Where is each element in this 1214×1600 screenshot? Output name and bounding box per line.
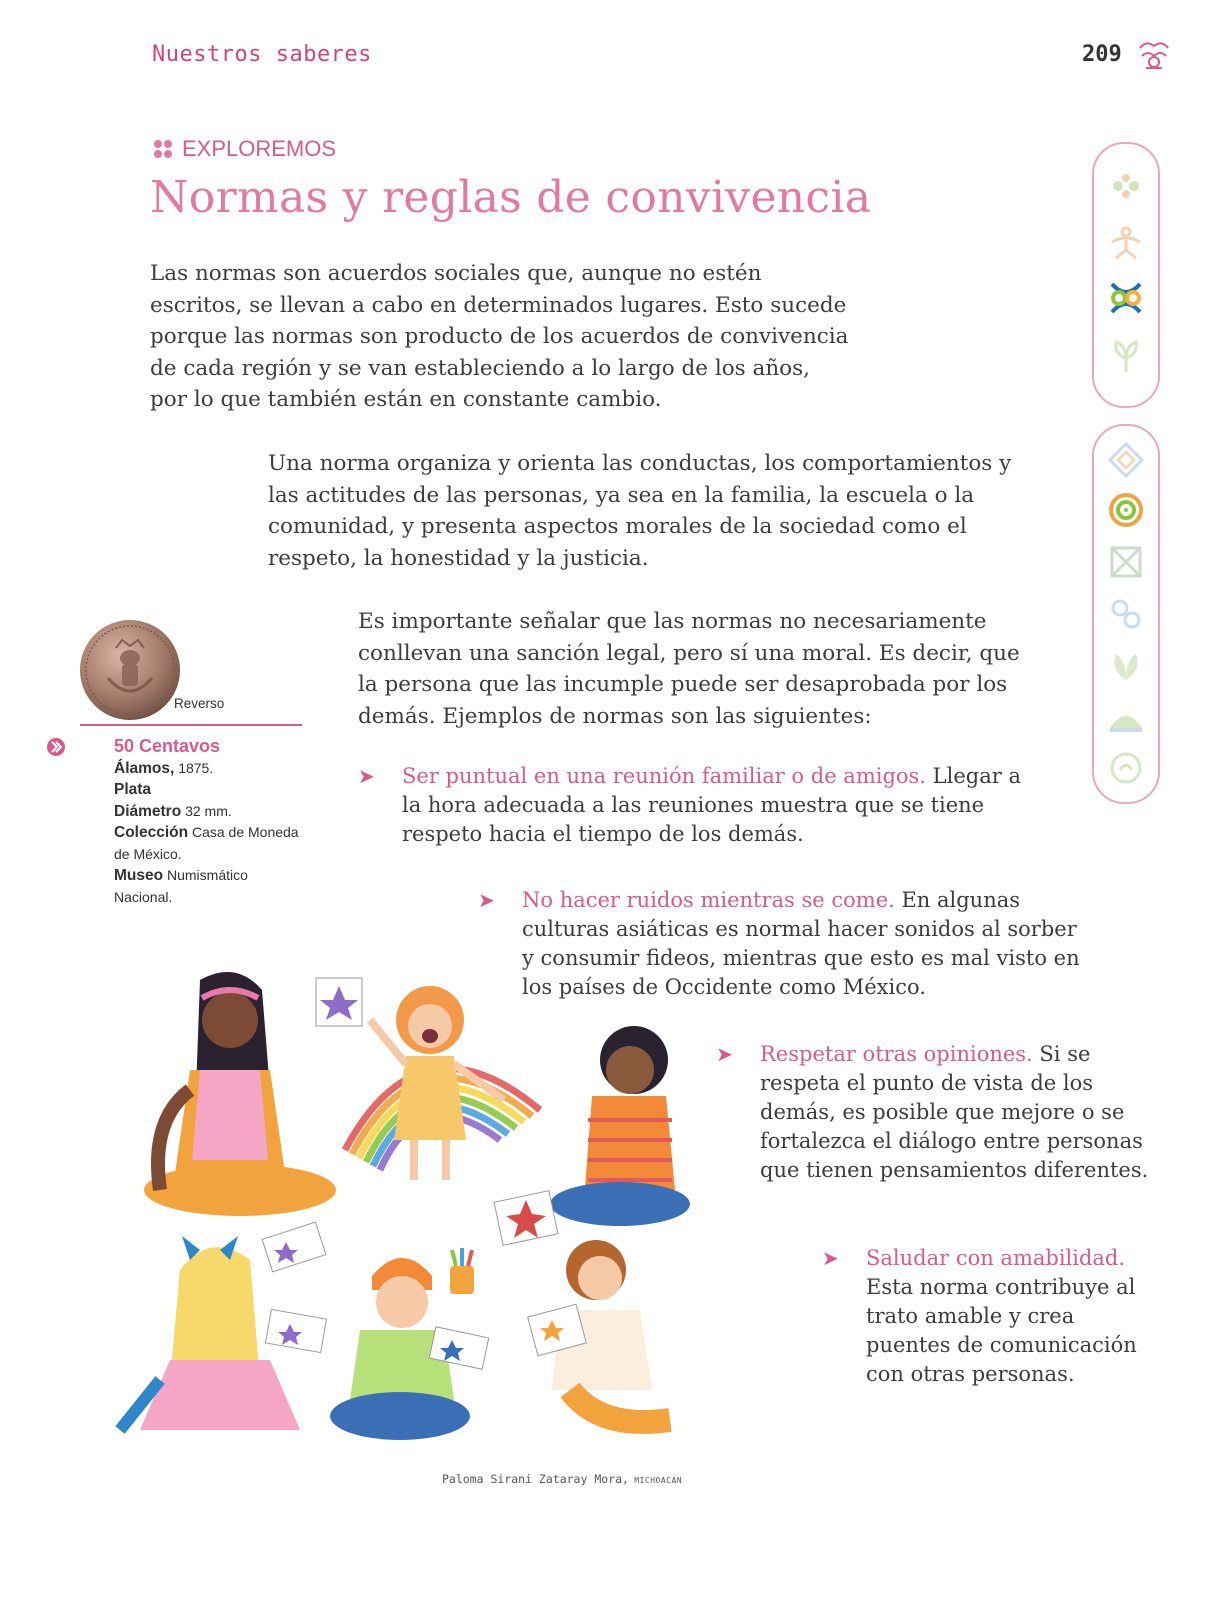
coin-info <box>80 736 300 908</box>
leaf-field-icon <box>1106 646 1146 686</box>
running-head: Nuestros saberes <box>152 42 372 67</box>
section-label <box>150 136 336 162</box>
coin-collection-label: Colección <box>114 824 189 841</box>
sprout-field-icon <box>1106 336 1146 376</box>
coin-place-value: 1875. <box>174 759 214 776</box>
norm-lead: Saludar con amabilidad. <box>866 1246 1126 1270</box>
coin-diameter <box>80 801 300 823</box>
sitting-girl-left-figure <box>144 972 336 1216</box>
coin-material-label: Plata <box>114 781 152 798</box>
coin-diameter-label: Diámetro <box>114 802 182 820</box>
norm-text: Llegar a la hora adecuada a las reuniones muestra que se tiene respeto hacia el tiempo de los demás. <box>402 764 1021 846</box>
norm-lead: No hacer ruidos mientras se come. <box>522 888 895 912</box>
spiral-field-icon <box>1106 490 1146 530</box>
illustration-credit <box>442 1472 682 1486</box>
coin-place <box>80 758 300 780</box>
intro-paragraph: Las normas son acuerdos sociales que, aunque no estén escritos, se llevan a cabo en determinados lugares. Esto sucede porque las normas son producto de los acuerdos de convivencia de cada región y se van estableciendo a lo largo de los años, por lo que también están en constante cambio. <box>150 261 849 412</box>
box-field-icon <box>1106 542 1146 582</box>
flower-field-icon <box>1106 166 1146 206</box>
coin-museum-label: Museo <box>114 867 164 884</box>
coin-place-label: Álamos, <box>114 759 175 777</box>
bullet-arrow-icon: ➤ <box>358 764 375 788</box>
dancer-field-icon <box>1106 222 1146 262</box>
norm-text: En algunas culturas asiáticas es normal hacer sonidos al sorber y consumir fideos, mientras que esto es mal visto en los países de Occidente como México. <box>522 888 1080 999</box>
coin-museum-value: Numismático Nacional. <box>114 867 248 905</box>
coin-collection <box>80 822 300 865</box>
coin-name-text: 50 Centavos <box>114 736 221 756</box>
coin-material <box>80 779 300 801</box>
norm-text: Si se respeta el punto de vista de los demás, es posible que mejore o se fortalezca el diálogo entre personas que tienen pensamientos diferentes. <box>760 1042 1149 1182</box>
field-ribbon-bottom <box>1092 424 1160 804</box>
page-title: Normas y reglas de convivencia <box>150 172 872 223</box>
examples-intro-paragraph: Es importante señalar que las normas no necesariamente conllevan una sanción legal, pero sí una moral. Es decir, que la persona que las incumple puede ser desaprobada por los demás. Ejemplos de normas son las siguientes: <box>358 609 1020 729</box>
diamond-field-icon <box>1106 440 1146 480</box>
page-number: 209 <box>1082 42 1122 67</box>
norm-lead: Respetar otras opiniones. <box>760 1042 1033 1066</box>
standing-girl-figure <box>316 978 504 1180</box>
coin-name <box>80 736 300 758</box>
credit-author: Paloma Sirani Zataray Mora, <box>442 1472 629 1486</box>
field-ribbon-top <box>1092 142 1160 408</box>
hill-field-icon <box>1106 698 1146 738</box>
links-field-icon <box>1106 594 1146 634</box>
bullet-arrow-icon: ➤ <box>822 1246 839 1270</box>
coin-collection-value: Casa de Moneda de México. <box>114 824 299 862</box>
children-circle-illustration <box>100 960 700 1460</box>
norm-text: Esta norma contribuye al trato amable y crea puentes de comunicación con otras personas. <box>866 1275 1137 1386</box>
sitting-boy-right-figure <box>550 1026 690 1226</box>
coin-caption: Reverso <box>174 696 225 711</box>
corner-glyph-icon <box>1136 38 1172 74</box>
coin-museum <box>80 865 300 908</box>
circle-field-icon <box>1106 748 1146 788</box>
coin-image <box>78 618 182 722</box>
definition-paragraph: Una norma organiza y orienta las conductas, los comportamientos y las actitudes de las personas, ya sea en la familia, la escuela o la comunidad, y presenta aspectos morales de la sociedad como el respeto, la honestidad y la justicia. <box>268 451 1012 571</box>
bullet-arrow-icon: ➤ <box>716 1042 733 1066</box>
norm-item-greet-kindly <box>822 1244 1156 1389</box>
norm-item-punctuality <box>358 762 1022 849</box>
norm-item-respect-opinions <box>716 1040 1160 1185</box>
chevron-right-icon <box>46 737 66 757</box>
community-field-icon <box>1106 278 1146 318</box>
divider <box>80 724 302 726</box>
coin-diameter-value: 32 mm. <box>181 802 232 819</box>
bullet-arrow-icon: ➤ <box>478 888 495 912</box>
credit-region: MICHOACÁN <box>628 1476 683 1485</box>
flower-glyph-icon <box>150 136 176 162</box>
norm-lead: Ser puntual en una reunión familiar o de amigos. <box>402 764 926 788</box>
section-label-text: EXPLOREMOS <box>182 136 337 161</box>
